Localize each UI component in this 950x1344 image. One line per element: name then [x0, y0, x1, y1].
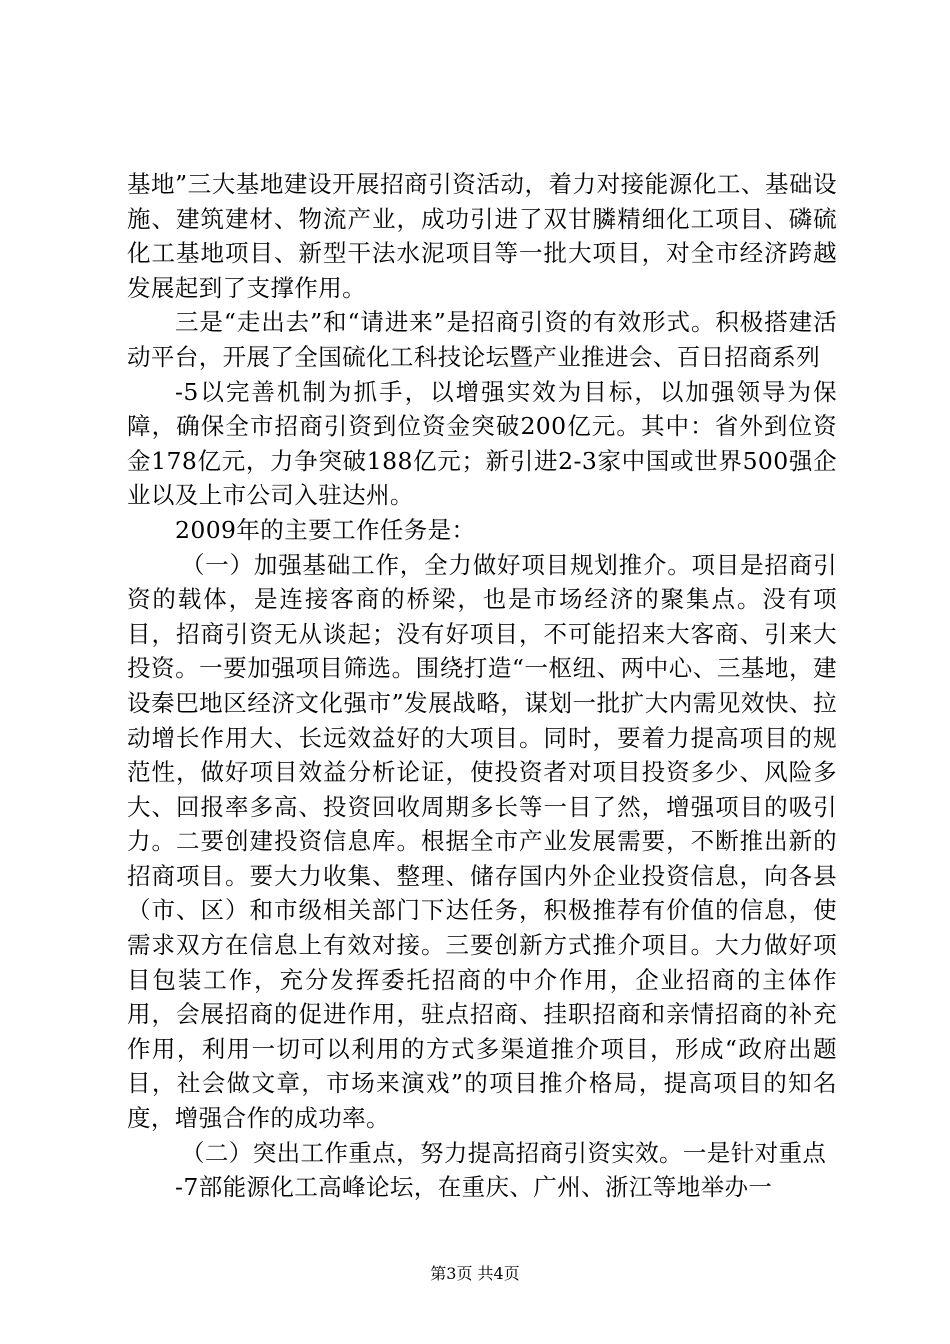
paragraph-third-point: 三是“走出去”和“请进来”是招商引资的有效形式。积极搭建活动平台，开展了全国硫化工科技论坛暨产业推进会、百日招商系列: [127, 308, 837, 371]
paragraph-2009-tasks-heading: 2009年的主要工作任务是：: [175, 515, 476, 544]
paragraph-task-two: （二）突出工作重点，努力提高招商引资实效。一是针对重点: [181, 1138, 827, 1167]
paragraph-base-projects: 基地”三大基地建设开展招商引资活动，着力对接能源化工、基础设施、建筑建材、物流产业，成功引进了双甘膦精细化工项目、磷硫化工基地项目、新型干法水泥项目等一批大项目，对全市经济跨越发展起到了支撑作用。: [127, 170, 837, 302]
document-body: [127, 167, 837, 1205]
paragraph-forum-fragment: -7部能源化工高峰论坛，在重庆、广州、浙江等地举办一: [175, 1173, 773, 1202]
paragraph-mechanism-goals: -5以完善机制为抓手，以增强实效为目标，以加强领导为保障，确保全市招商引资到位资金突破200亿元。其中：省外到位资金178亿元，力争突破188亿元；新引进2-3家中国或世界500强企业以及上市公司入驻达州。: [127, 377, 837, 510]
paragraph-task-one: （一）加强基础工作，全力做好项目规划推介。项目是招商引资的载体，是连接客商的桥梁，也是市场经济的聚集点。没有项目，招商引资无从谈起；没有好项目，不可能招来大客商、引来大投资。一要加强项目筛选。围绕打造“一枢纽、两中心、三基地，建设秦巴地区经济文化强市”发展战略，谋划一批扩大内需见效快、拉动增长作用大、长远效益好的大项目。同时，要着力提高项目的规范性，做好项目效益分析论证，使投资者对项目投资多少、风险多大、回报率多高、投资回收周期多长等一目了然，增强项目的吸引力。二要创建投资信息库。根据全市产业发展需要，不断推出新的招商项目。要大力收集、整理、储存国内外企业投资信息，向各县（市、区）和市级相关部门下达任务，积极推荐有价值的信息，使需求双方在信息上有效对接。三要创新方式推介项目。大力做好项目包装工作，充分发挥委托招商的中介作用，企业招商的主体作用，会展招商的促进作用，驻点招商、挂职招商和亲情招商的补充作用，利用一切可以利用的方式多渠道推介项目，形成“政府出题目，社会做文章，市场来演戏”的项目推介格局，提高项目的知名度，增强合作的成功率。: [127, 550, 837, 1133]
page-number-footer: 第3页 共4页: [430, 1264, 520, 1283]
